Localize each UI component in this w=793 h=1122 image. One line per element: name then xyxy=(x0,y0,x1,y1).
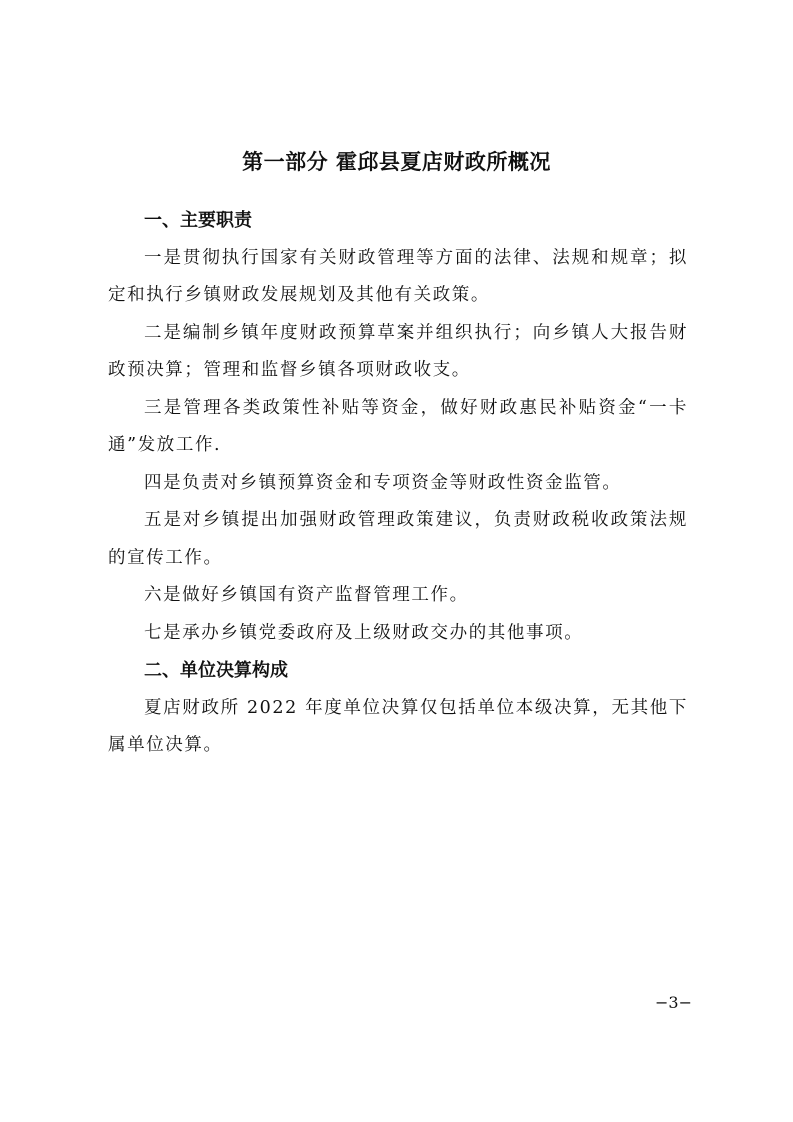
document-body xyxy=(108,202,688,765)
paragraph-duty-7: 七是承办乡镇党委政府及上级财政交办的其他事项。 xyxy=(144,622,584,643)
paragraph-duty-5: 五是对乡镇提出加强财政管理政策建议，负责财政税收政策法规的宣传工作。 xyxy=(108,510,688,568)
paragraph-duty-2: 二是编制乡镇年度财政预算草案并组织执行；向乡镇人大报告财政预决算；管理和监督乡镇各项财政收支。 xyxy=(108,322,688,380)
paragraph-composition: 夏店财政所 2022 年度单位决算仅包括单位本级决算，无其他下属单位决算。 xyxy=(108,697,688,755)
paragraph-duty-6: 六是做好乡镇国有资产监督管理工作。 xyxy=(144,585,469,605)
section-heading-composition: 二、单位决算构成 xyxy=(144,660,288,681)
paragraph-duty-4: 四是负责对乡镇预算资金和专项资金等财政性资金监管。 xyxy=(144,472,622,493)
page-number: −3− xyxy=(655,993,692,1012)
paragraph-duty-1: 一是贯彻执行国家有关财政管理等方面的法律、法规和规章；拟定和执行乡镇财政发展规划及其他有关政策。 xyxy=(108,247,688,305)
paragraph-duty-3: 三是管理各类政策性补贴等资金，做好财政惠民补贴资金“一卡通”发放工作. xyxy=(108,397,688,455)
section-heading-duties: 一、主要职责 xyxy=(144,210,252,231)
page-title: 第一部分 霍邱县夏店财政所概况 xyxy=(242,150,551,174)
